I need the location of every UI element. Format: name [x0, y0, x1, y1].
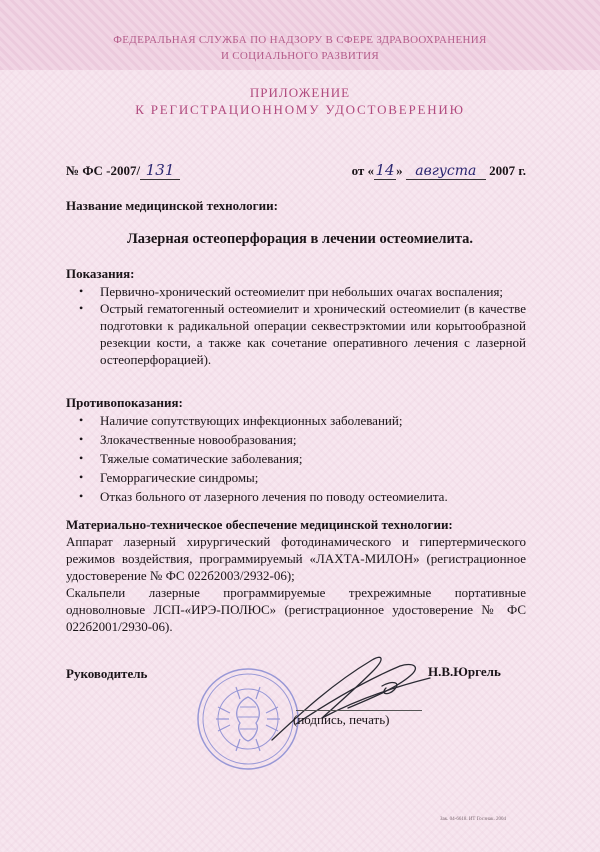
agency-line-1: ФЕДЕРАЛЬНАЯ СЛУЖБА ПО НАДЗОРУ В СФЕРЕ ЗДРАВООХРАНЕНИЯ: [113, 34, 487, 46]
annex-line-1: ПРИЛОЖЕНИЕ: [249, 85, 351, 100]
agency-name: [0, 32, 600, 64]
date-mid: »: [396, 163, 403, 178]
list-item: • Первично-хронический остеомиелит при небольших очагах воспаления;: [79, 284, 504, 299]
contraindications-label: Противопоказания:: [66, 395, 183, 410]
date-year: 2007 г.: [489, 163, 526, 178]
equipment-paragraph-1: Аппарат лазерный хирургический фотодинамического и гипертермического режимов воздействия, программируемый «ЛАХТА-МИЛОН» (регистрационное удостоверение № ФС 022б2003/2932-06);: [66, 534, 526, 583]
handwritten-month: августа: [406, 163, 486, 180]
head-label: Руководитель: [66, 666, 148, 681]
indications-list: [66, 283, 526, 368]
bullet-icon: •: [79, 284, 84, 298]
annex-line-2: К РЕГИСТРАЦИОННОМУ УДОСТОВЕРЕНИЮ: [135, 102, 465, 117]
list-item: • Геморрагические синдромы;: [79, 470, 259, 485]
agency-line-2: И СОЦИАЛЬНОГО РАЗВИТИЯ: [220, 50, 380, 62]
list-item: • Тяжелые соматические заболевания;: [79, 451, 303, 466]
date-prefix: от «: [351, 163, 375, 178]
print-note: Зак. 04-6618. ИТ Госзнак. 2004: [440, 817, 506, 822]
bullet-icon: •: [79, 470, 84, 484]
tech-name-label: Название медицинской технологии:: [66, 198, 278, 213]
list-item: • Острый гематогенный остеомиелит и хронический остеомиелит (в качестве подготовки к радикальной операции секвестрэктомии или корытообразной резекции кости, а также как сочетание оперативного лечения с лазерной остеоперфорацией).: [79, 301, 526, 367]
equipment-paragraph-2: Скальпели лазерные программируемые трехрежимные портативные одноволновые ЛСП-«ИРЭ-ПОЛЮС» (регистрационное удостоверение № ФС 022б2001/2930-06).: [66, 585, 526, 634]
signature-hint: (подпись, печать): [293, 712, 390, 727]
bullet-icon: •: [79, 451, 84, 465]
list-item: • Отказ больного от лазерного лечения по поводу остеомиелита.: [79, 489, 448, 504]
bullet-icon: •: [79, 432, 84, 446]
annex-title: [0, 84, 600, 118]
registration-number: [66, 161, 180, 180]
bullet-icon: •: [79, 489, 84, 503]
head-name: Н.В.Юргель: [428, 664, 501, 679]
list-item: • Злокачественные новообразования;: [79, 432, 297, 447]
handwritten-number: 131: [140, 161, 180, 180]
tech-name: Лазерная остеоперфорация в лечении остеомиелита.: [126, 231, 474, 247]
bullet-icon: •: [79, 301, 84, 315]
registration-date: [352, 161, 526, 180]
list-item: • Наличие сопутствующих инфекционных заболеваний;: [79, 413, 403, 428]
equipment-label: Материально-техническое обеспечение медицинской технологии:: [66, 517, 453, 532]
handwritten-day: 14: [375, 161, 395, 179]
signature-icon: [262, 642, 452, 747]
indications-label: Показания:: [66, 266, 135, 281]
bullet-icon: •: [79, 413, 84, 427]
number-prefix: № ФС -2007/: [66, 163, 141, 178]
contraindications-list: [66, 411, 526, 506]
signature-line: [296, 710, 422, 711]
